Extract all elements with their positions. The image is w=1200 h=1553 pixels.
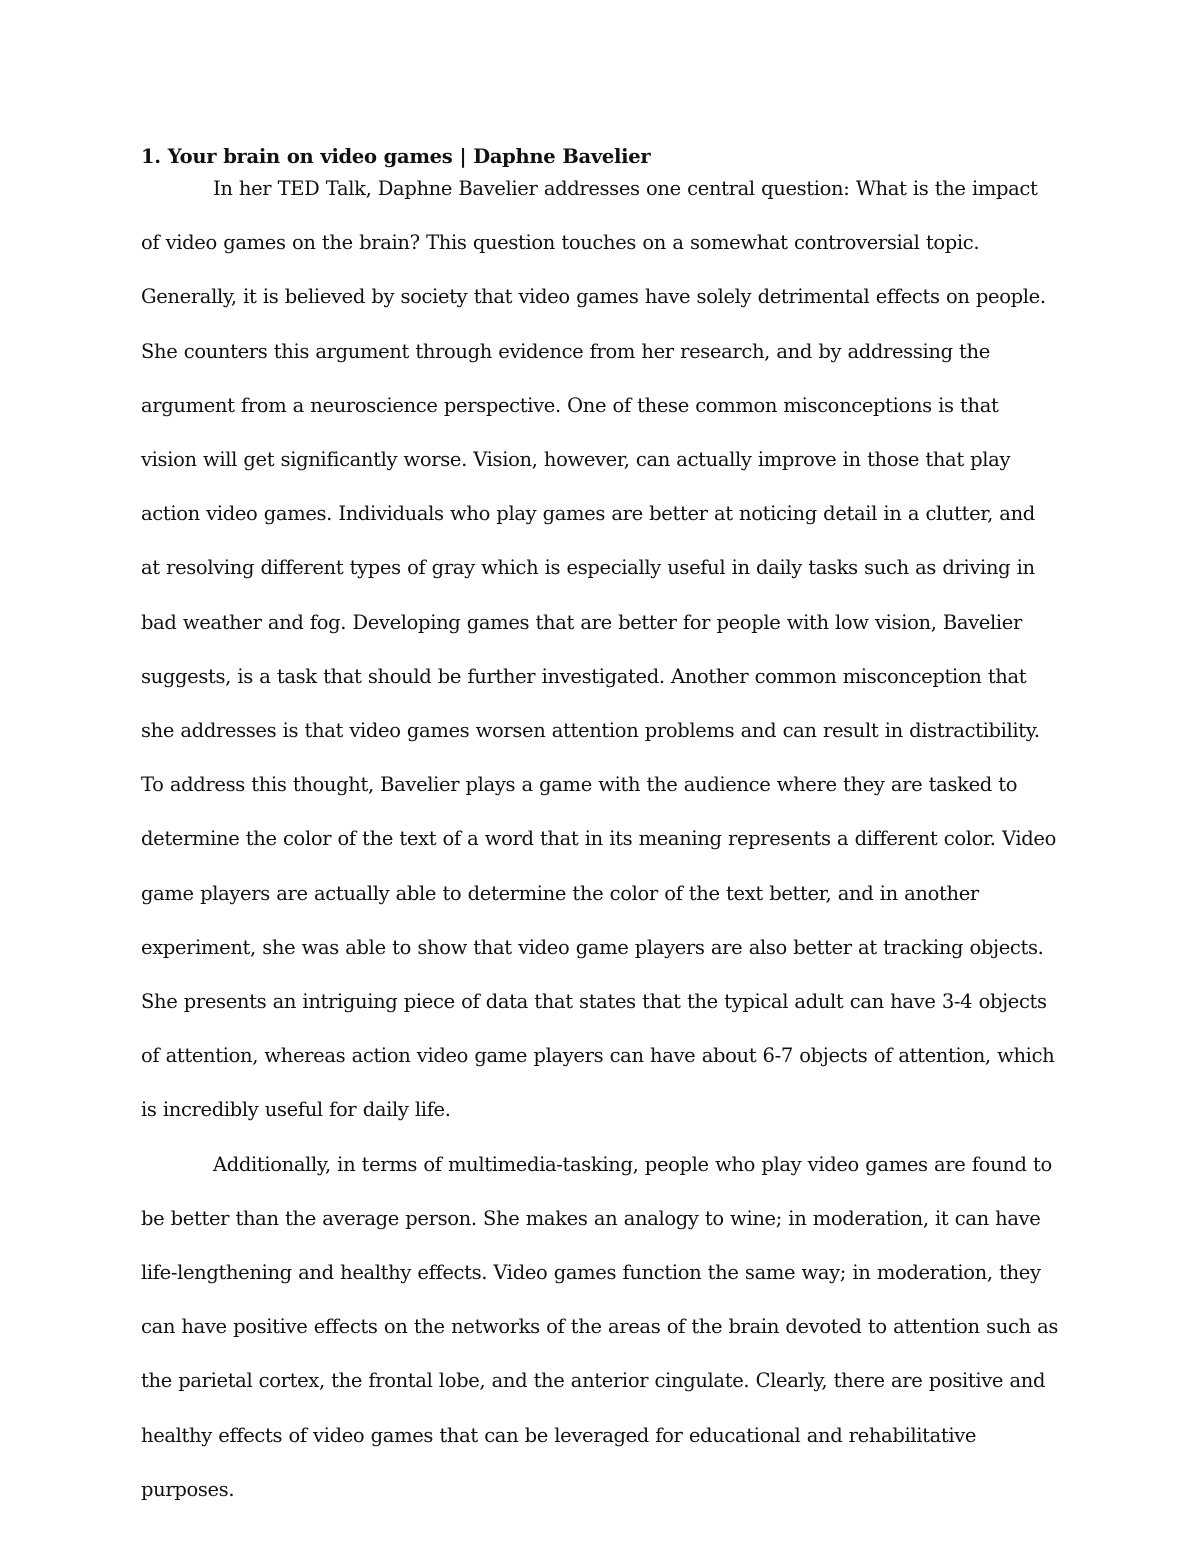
paragraph-2: Additionally, in terms of multimedia-tasking, people who play video games are found to be better than the average person. She makes an analogy to wine; in moderation, it can have life-lengthening and healthy effects. Video games function the same way; in moderation, they can have positive effects on the networks of the areas of the brain devoted to attention such as the parietal cortex, the frontal lobe, and the anterior cingulate. Clearly, there are positive and healthy effects of video games that can be leveraged for educational and rehabilitative purposes. xyxy=(141,1152,1059,1501)
paragraph-1: In her TED Talk, Daphne Bavelier addresses one central question: What is the impact of video games on the brain? This question touches on a somewhat controversial topic. Generally, it is believed by society that video games have solely detrimental effects on people. She counters this argument through evidence from her research, and by addressing the argument from a neuroscience perspective. One of these common misconceptions is that vision will get significantly worse. Vision, however, can actually improve in those that play action video games. Individuals who play games are better at noticing detail in a clutter, and at resolving different types of gray which is especially useful in daily tasks such as driving in bad weather and fog. Developing games that are better for people with low vision, Bavelier suggests, is a task that should be further investigated. Another common misconception that she addresses is that video games worsen attention problems and can result in distractibility. To address this thought, Bavelier plays a game with the audience where they are tasked to determine the color of the text of a word that in its meaning represents a different color. Video game players are actually able to determine the color of the text better, and in another experiment, she was able to show that video game players are also better at tracking objects. She presents an intriguing piece of data that states that the typical adult can have 3-4 objects of attention, whereas action video game players can have about 6-7 objects of attention, which is incredibly useful for daily life. xyxy=(141,177,1056,1122)
document-heading: 1. Your brain on video games | Daphne Bavelier xyxy=(141,145,651,168)
document-body xyxy=(141,141,1059,1517)
